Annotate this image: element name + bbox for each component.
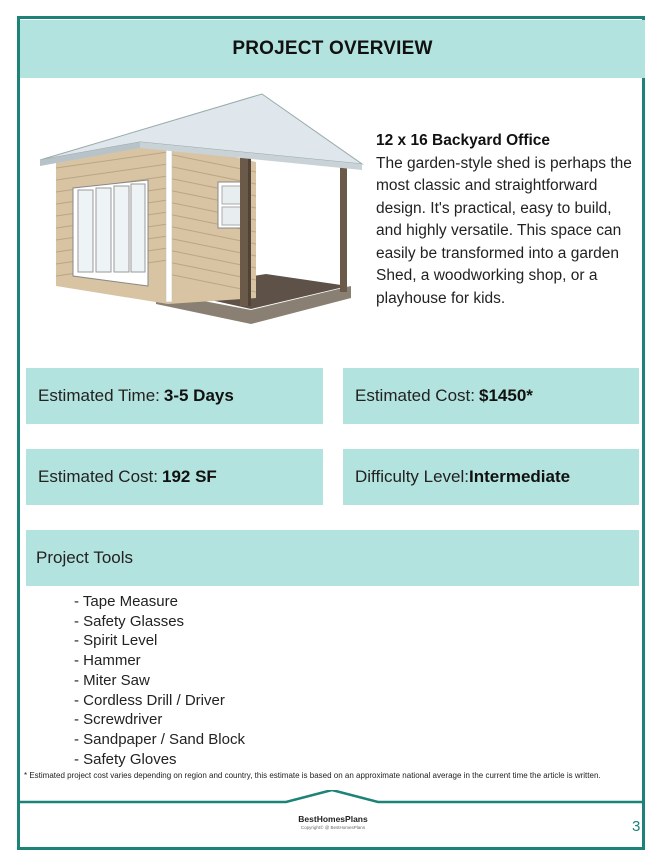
estimated-cost-box (343, 368, 639, 424)
tools-list (74, 592, 245, 769)
list-item: - Safety Gloves (74, 750, 177, 768)
estimated-area-label: Estimated Cost: (38, 467, 158, 486)
project-tools-heading: Project Tools (36, 548, 134, 567)
list-item: - Safety Glasses (74, 612, 185, 630)
estimated-area-box (26, 449, 323, 505)
estimated-cost-label: Estimated Cost: (355, 386, 475, 405)
page-title: PROJECT OVERVIEW (232, 38, 433, 59)
cost-footnote: * Estimated project cost varies depending on region and country, this estimate is based on an approximate national average in the current time the article is written. (24, 771, 601, 780)
brand-name: BestHomesPlans (298, 814, 368, 824)
estimated-time-value: 3-5 Days (163, 386, 234, 405)
estimated-area-value: 192 SF (162, 467, 217, 486)
list-item: - Screwdriver (74, 711, 163, 729)
estimated-time-box (26, 368, 323, 424)
project-name: 12 x 16 Backyard Office (376, 132, 551, 149)
copyright: Copyright© @ BestHomesPlans (300, 825, 366, 830)
estimated-cost-value: $1450* (479, 386, 533, 405)
difficulty-box (343, 449, 639, 505)
title-band (20, 20, 645, 78)
list-item: - Sandpaper / Sand Block (74, 730, 245, 748)
difficulty-label: Difficulty Level: (355, 467, 470, 486)
project-description: The garden-style shed is perhaps the most classic and straightforward design. It's practical, easy to build, and highly versatile. This space can easily be transformed into a garden Shed, a woodworking shop, or a playhouse for kids. (376, 154, 632, 307)
list-item: - Miter Saw (74, 671, 150, 689)
page-number: 3 (632, 818, 641, 835)
list-item: - Spirit Level (74, 632, 158, 650)
list-item: - Cordless Drill / Driver (74, 691, 225, 709)
footer-divider (20, 790, 645, 810)
estimated-time-label: Estimated Time: (38, 386, 160, 405)
project-tools-band (26, 530, 639, 586)
list-item: - Tape Measure (74, 593, 178, 610)
difficulty-value: Intermediate (469, 467, 571, 486)
shed-illustration (36, 90, 366, 330)
list-item: - Hammer (74, 652, 141, 670)
project-description-block (376, 130, 638, 310)
